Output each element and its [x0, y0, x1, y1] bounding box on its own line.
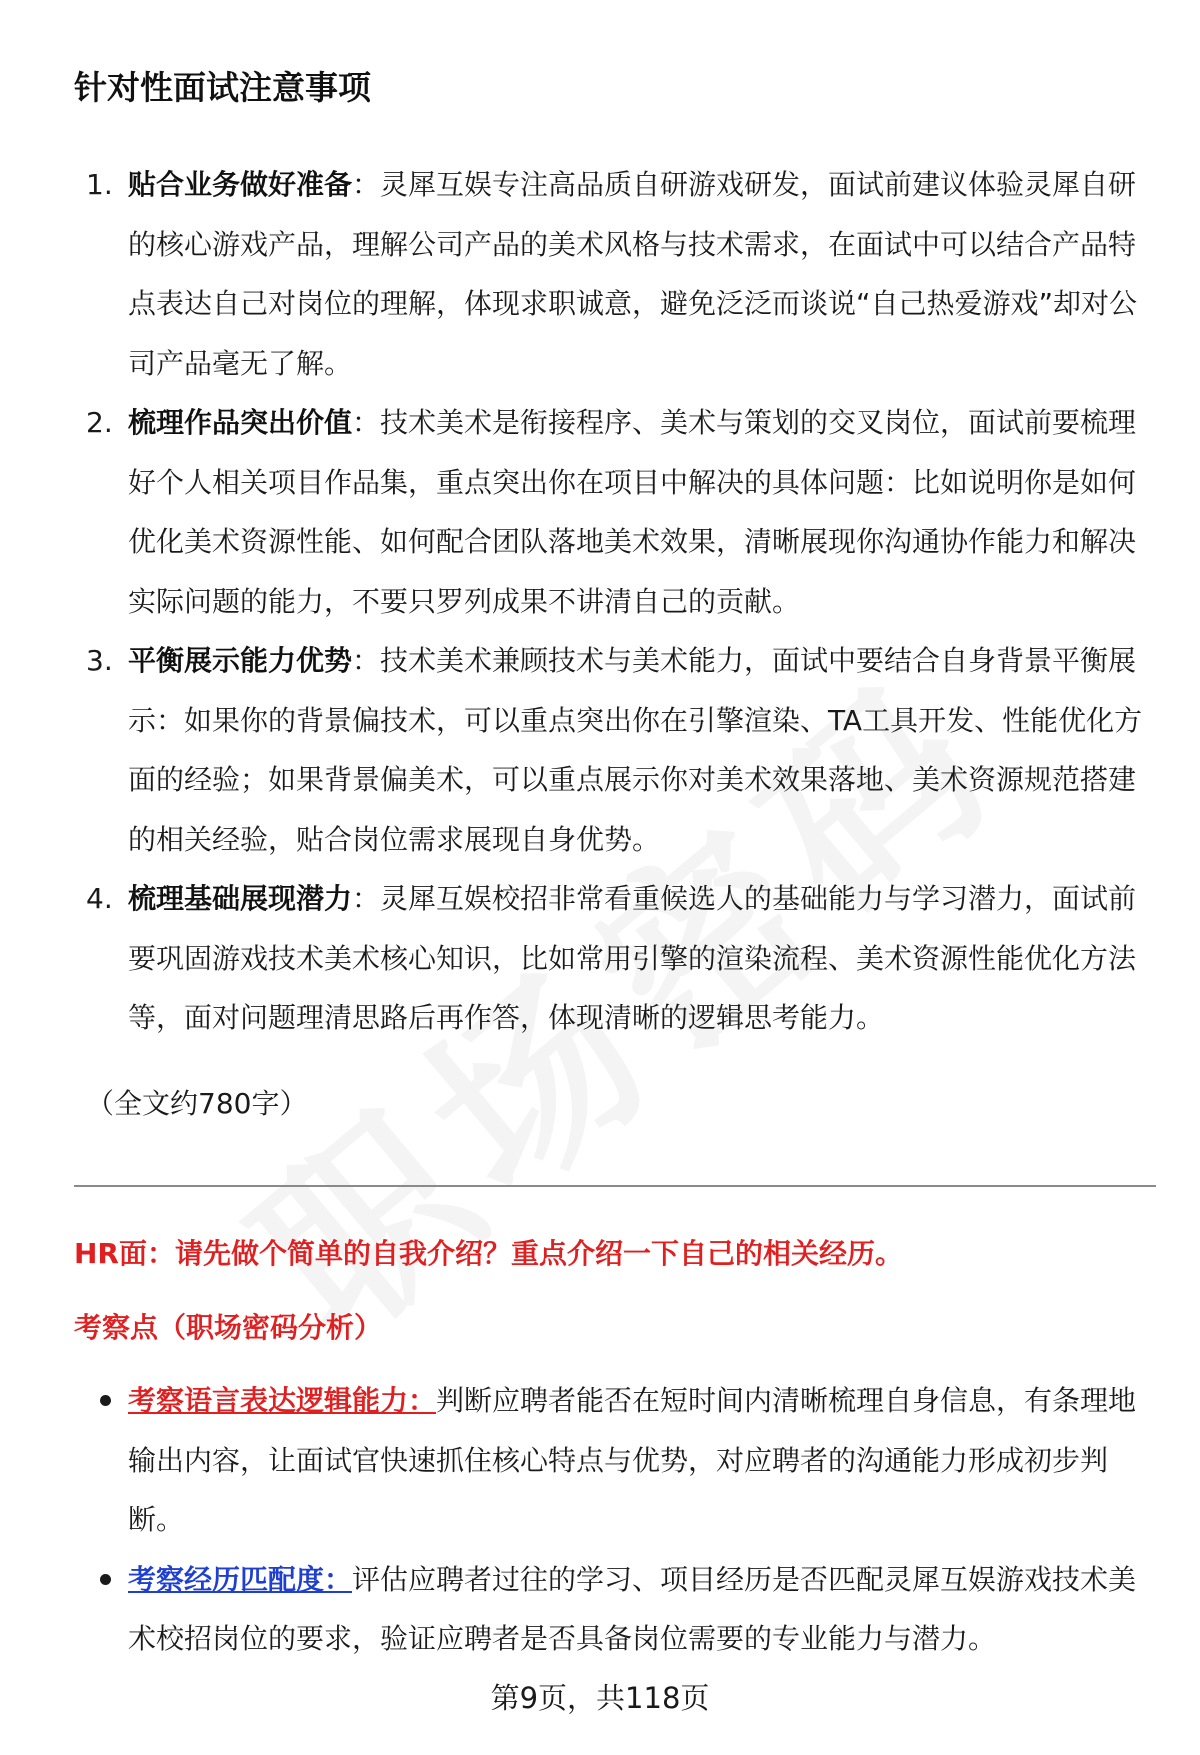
bullet-icon	[100, 1395, 111, 1406]
list-item-lead: 梳理作品突出价值	[128, 406, 353, 439]
list-item	[74, 631, 1154, 869]
list-item-text: ：技术美术是衔接程序、美术与策划的交叉岗位，面试前要梳理好个人相关项目作品集，重点突出你在项目中解决的具体问题：比如说明你是如何优化美术资源性能、如何配合团队落地美术效果，清晰展现你沟通协作能力和解决实际问题的能力，不要只罗列成果不讲清自己的贡献。	[128, 406, 1137, 618]
list-item-lead: 贴合业务做好准备	[128, 168, 353, 201]
word-count-note: （全文约780字）	[86, 1087, 308, 1120]
list-item-lead: 梳理基础展现潜力	[128, 882, 353, 915]
divider	[74, 1185, 1156, 1187]
assessment-points	[74, 1371, 1154, 1669]
list-number: 3.	[86, 644, 113, 677]
section-title: 针对性面试注意事项	[74, 68, 371, 107]
point-text: 判断应聘者能否在短时间内清晰梳理自身信息，有条理地输出内容，让面试官快速抓住核心特点与优势，对应聘者的沟通能力形成初步判断。	[128, 1384, 1137, 1536]
list-number: 4.	[86, 882, 113, 915]
list-number: 1.	[86, 168, 113, 201]
list-item	[74, 393, 1154, 631]
list-item	[74, 869, 1154, 1048]
bullet-icon	[100, 1574, 111, 1585]
list-item	[74, 155, 1154, 393]
page-footer: 第9页，共118页	[490, 1681, 710, 1715]
point-lead-link[interactable]: 考察经历匹配度：	[128, 1562, 353, 1596]
list-item	[74, 1550, 1154, 1669]
point-text: 评估应聘者过往的学习、项目经历是否匹配灵犀互娱游戏技术美术校招岗位的要求，验证应聘者是否具备岗位需要的专业能力与潜力。	[128, 1562, 1137, 1655]
list-item-lead: 平衡展示能力优势	[128, 644, 353, 677]
assessment-heading: 考察点（职场密码分析）	[74, 1311, 383, 1344]
list-item-text: ：灵犀互娱校招非常看重候选人的基础能力与学习潜力，面试前要巩固游戏技术美术核心知识，比如常用引擎的渲染流程、美术资源性能优化方法等，面对问题理清思路后再作答，体现清晰的逻辑思考能力。	[128, 882, 1137, 1034]
list-item-text: ：灵犀互娱专注高品质自研游戏研发，面试前建议体验灵犀自研的核心游戏产品，理解公司产品的美术风格与技术需求，在面试中可以结合产品特点表达自己对岗位的理解，体现求职诚意，避免泛泛而谈说“自己热爱游戏”却对公司产品毫无了解。	[128, 168, 1138, 380]
tips-list	[74, 155, 1154, 1048]
list-number: 2.	[86, 406, 113, 439]
list-item-text: ：技术美术兼顾技术与美术能力，面试中要结合自身背景平衡展示：如果你的背景偏技术，可以重点突出你在引擎渲染、TA工具开发、性能优化方面的经验；如果背景偏美术，可以重点展示你对美术效果落地、美术资源规范搭建的相关经验，贴合岗位需求展现自身优势。	[128, 644, 1143, 856]
list-item	[74, 1371, 1154, 1550]
point-lead-link[interactable]: 考察语言表达逻辑能力：	[128, 1384, 437, 1417]
hr-question: HR面：请先做个简单的自我介绍？重点介绍一下自己的相关经历。	[74, 1237, 903, 1270]
